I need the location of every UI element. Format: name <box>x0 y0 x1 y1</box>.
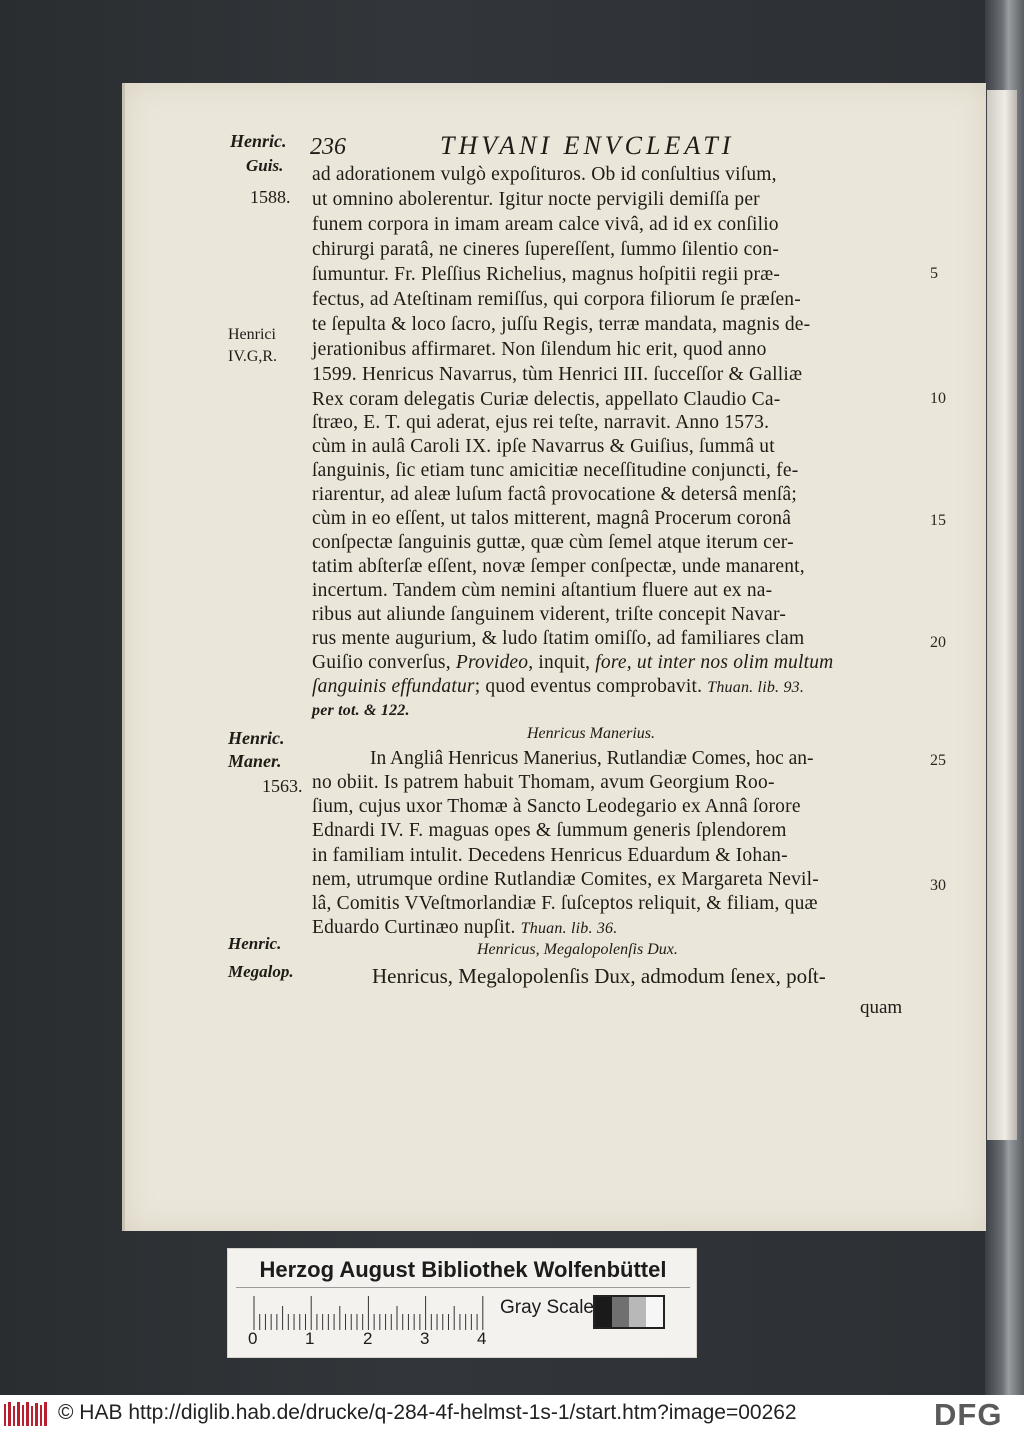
ruler-numbers <box>248 1329 518 1349</box>
text-line: in familiam intulit. Decedens Henricus Eduardum & Iohan- <box>312 845 788 866</box>
text-run-italic: fore, ut inter nos olim multum <box>595 652 834 673</box>
text-line: lâ, Comitis VVeſtmorlandiæ F. ſuſceptos reliquit, & filiam, quæ <box>312 893 818 914</box>
copyright-url-text: © HAB http://diglib.hab.de/drucke/q-284-4f-helmst-1s-1/start.htm?image=00262 <box>58 1401 797 1424</box>
text-line: ut omnino abolerentur. Igitur nocte pervigili demiſſa per <box>312 189 760 210</box>
text-line <box>312 676 804 698</box>
margin-note: IV.G,R. <box>228 348 278 365</box>
line-number: 5 <box>930 265 938 282</box>
gray-swatch <box>612 1297 629 1327</box>
text-run: ; quod eventus comprobavit. <box>474 676 708 697</box>
section-title: Henricus, Megalopolenſis Dux. <box>477 941 678 958</box>
text-line: funem corpora in imam aream calce vivâ, ad id ex conſilio <box>312 214 779 235</box>
text-line <box>312 917 617 939</box>
margin-note: 1563. <box>262 776 303 796</box>
text-run: , inquit, <box>528 652 596 673</box>
text-line: chirurgi paratâ, ne cineres ſupereſſent, ſummo ſilentio con- <box>312 239 780 260</box>
text-line: ſtræo, E. T. qui aderat, ejus rei teſte, narravit. Anno 1573. <box>312 412 770 433</box>
ruler-number: 3 <box>420 1329 430 1348</box>
page-number: 236 <box>310 134 346 160</box>
margin-note: Henric. <box>228 728 285 748</box>
gray-scale-swatches <box>593 1295 665 1329</box>
text-line <box>312 652 833 674</box>
running-head-title: THVANI ENVCLEATI <box>440 131 735 160</box>
text-line: jerationibus affirmaret. Non ſilendum hic erit, quod anno <box>312 339 767 360</box>
ruler-number: 0 <box>248 1329 258 1348</box>
line-number: 30 <box>930 877 946 894</box>
line-number: 15 <box>930 512 946 529</box>
ruler-number: 2 <box>363 1329 373 1348</box>
barcode-logo-icon <box>4 1400 48 1428</box>
text-line: In Angliâ Henricus Manerius, Rutlandiæ Comes, hoc an- <box>370 748 814 769</box>
margin-note: 1588. <box>250 187 291 207</box>
text-line: ad adorationem vulgò expoſituros. Ob id conſultius viſum, <box>312 164 777 185</box>
citation: Thuan. lib. 93. <box>707 679 805 696</box>
text-line: rus mente augurium, & ludo ſtatim omiſſo, ad familiares clam <box>312 628 805 649</box>
text-run-italic: Provideo <box>455 652 529 673</box>
text-line: ſanguinis, ſic etiam tunc amicitiæ neceſſitudine conjuncti, fe- <box>312 460 799 481</box>
text-run-italic: ſanguinis effundatur <box>312 676 475 697</box>
text-line: cùm in eo eſſent, ut talos mitterent, magnâ Procerum coronâ <box>312 508 792 529</box>
text-line: te ſepulta & loco ſacro, juſſu Regis, terræ mandata, magnis de- <box>312 314 811 335</box>
dfg-logo: DFG <box>934 1397 1003 1432</box>
margin-note: Henric. <box>228 934 282 953</box>
line-number: 25 <box>930 752 946 769</box>
line-number: 10 <box>930 390 946 407</box>
gray-scale-label: Gray Scale <box>500 1297 594 1318</box>
text-run: Guiſio converſus, <box>312 652 456 673</box>
text-line: ſium, cujus uxor Thomæ à Sancto Leodegario ex Annâ ſorore <box>312 796 801 817</box>
text-line: ſumuntur. Fr. Pleſſius Richelius, magnus hoſpitii regii præ- <box>312 264 781 285</box>
gray-swatch <box>595 1297 612 1327</box>
citation: per tot. & 122. <box>312 702 410 719</box>
gray-swatch <box>629 1297 646 1327</box>
catchword: quam <box>860 997 903 1018</box>
text-line: Rex coram delegatis Curiæ delectis, appellato Claudio Ca- <box>312 389 781 410</box>
library-label-card <box>227 1248 697 1358</box>
text-run: Eduardo Curtinæo nupſit. <box>312 917 521 938</box>
text-line: nem, utrumque ordine Rutlandiæ Comites, ex Margareta Nevil- <box>312 869 819 890</box>
gray-swatch <box>646 1297 663 1327</box>
ruler-number: 4 <box>477 1329 487 1348</box>
margin-note: Megalop. <box>228 962 294 981</box>
text-line: ribus aut aliunde ſanguinem viderent, triſte concepit Navar- <box>312 604 787 625</box>
ruler-scale-icon <box>252 1296 492 1330</box>
adjacent-page-edge <box>985 0 1024 1395</box>
text-line: conſpectæ ſanguinis guttæ, quæ cùm ſemel atque iterum cer- <box>312 532 794 553</box>
library-name: Herzog August Bibliothek Wolfenbüttel <box>259 1257 667 1282</box>
text-line: Henricus, Megalopolenſis Dux, admodum ſenex, poſt- <box>372 964 826 988</box>
margin-note: Henric. <box>230 131 287 151</box>
margin-note: Maner. <box>228 751 282 771</box>
label-divider <box>236 1287 690 1288</box>
paper-edge <box>987 90 1017 1140</box>
citation: Thuan. lib. 36. <box>520 920 618 937</box>
text-line: riarentur, ad aleæ luſum factâ provocatione & detersâ menſâ; <box>312 484 797 505</box>
text-line: Ednardi IV. F. maguas opes & ſummum generis ſplendorem <box>312 820 787 841</box>
text-line: cùm in aulâ Caroli IX. ipſe Navarrus & Guiſius, ſummâ ut <box>312 436 775 457</box>
ruler-number: 1 <box>305 1329 315 1348</box>
margin-note: Henrici <box>228 326 276 343</box>
text-line: tatim abſterſæ eſſent, novæ ſemper conſpectæ, unde manarent, <box>312 556 805 577</box>
text-line: no obiit. Is patrem habuit Thomam, avum Georgium Roo- <box>312 772 775 793</box>
text-line: fectus, ad Ateſtinam remiſſus, qui corpora filiorum ſe præſen- <box>312 289 801 310</box>
section-title: Henricus Manerius. <box>527 725 655 742</box>
text-line: 1599. Henricus Navarrus, tùm Henrici III. ſucceſſor & Galliæ <box>312 364 803 385</box>
footer-bar <box>0 1395 1024 1434</box>
margin-note: Guis. <box>246 156 284 175</box>
text-line: incertum. Tandem cùm nemini aſtantium fluere aut ex na- <box>312 580 773 601</box>
line-number: 20 <box>930 634 946 651</box>
